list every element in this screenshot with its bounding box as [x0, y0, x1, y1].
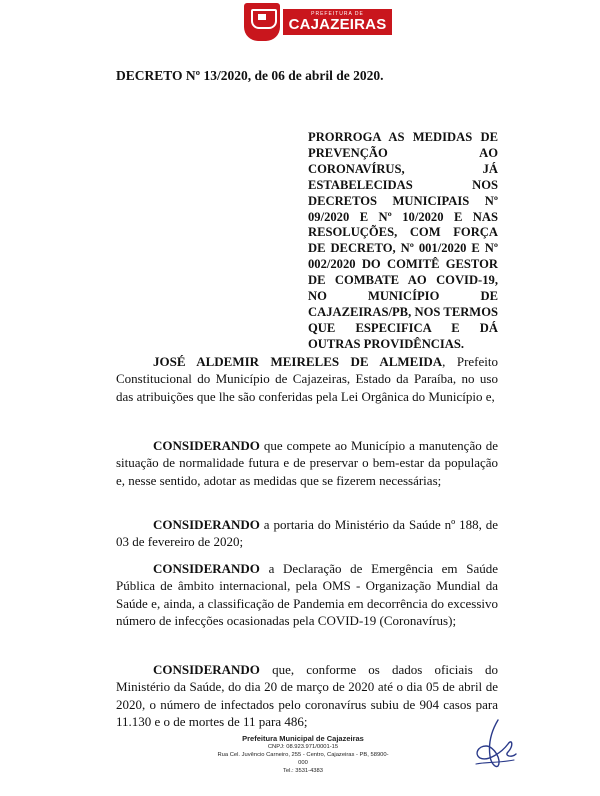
page-footer: [216, 734, 390, 775]
considering-label: CONSIDERANDO: [153, 561, 260, 576]
paragraph-text: a portaria do Ministério da Saúde nº 188, de 03 de fevereiro de 2020;: [116, 517, 498, 550]
decree-summary: PRORROGA AS MEDIDAS DE PREVENÇÃO AO CORONAVÍRUS, JÁ ESTABELECIDAS NOS DECRETOS MUNICIPAIS Nº 09/2020 E Nº 10/2020 E NAS RESOLUÇÕES, COM FORÇA DE DECRETO, Nº 001/2020 E Nº 002/2020 DO COMITÊ GESTOR DE COMBATE AO COVID-19, NO MUNICÍPIO DE CAJAZEIRAS/PB, NOS TERMOS QUE ESPECIFICA E DÁ OUTRAS PROVIDÊNCIAS.: [308, 130, 498, 351]
intro-paragraph: [116, 353, 498, 405]
footer-institution: Prefeitura Municipal de Cajazeiras: [242, 734, 364, 743]
logo-banner: [283, 9, 392, 35]
mayor-name: JOSÉ ALDEMIR MEIRELES DE ALMEIDA: [153, 354, 443, 369]
municipal-crest-icon: [244, 3, 280, 41]
paragraph-text: a Declaração de Emergência em Saúde Pública de âmbito internacional, pela OMS - Organização Mundial da Saúde e, ainda, a classificação de Pandemia em decorrência do excessivo número de infecções ocasionadas pela COVID-19 (Coronavírus);: [116, 561, 498, 628]
paragraph-text: que, conforme os dados oficiais do Ministério da Saúde, do dia 20 de março de 2020 até o dia 05 de abril de 2020, o número de infectados pelo coronavírus subiu de 904 casos para 11.130 e o de mortes de 11 para 486;: [116, 662, 498, 729]
logo-name: CAJAZEIRAS: [288, 16, 387, 33]
considering-label: CONSIDERANDO: [153, 662, 260, 677]
paragraph-text: que compete ao Município a manutenção de situação de normalidade futura e de preservar o bem-estar da população e, nesse sentido, adotar as medidas que se fizerem necessárias;: [116, 438, 498, 488]
considering-label: CONSIDERANDO: [153, 517, 260, 532]
footer-cnpj: CNPJ: 08.923.971/0001-15: [267, 744, 339, 750]
footer-address: Rua Cel. Juvêncio Carneiro, 255 - Centro, Cajazeiras - PB, 58900-000: [217, 752, 389, 766]
considering-paragraph: [116, 516, 498, 551]
footer-phone: Tel.: 3531-4383: [283, 768, 323, 774]
considering-paragraph: [116, 661, 498, 730]
considering-paragraph: [116, 437, 498, 489]
considering-label: CONSIDERANDO: [153, 438, 260, 453]
decree-title: DECRETO Nº 13/2020, de 06 de abril de 2020.: [116, 68, 384, 83]
logo-small-text: PREFEITURA DE: [311, 11, 364, 17]
considering-paragraph: [116, 560, 498, 629]
signature-icon: [468, 716, 520, 772]
cajazeiras-logo: [244, 2, 392, 42]
paragraph-text: , Prefeito Constitucional do Município de Cajazeiras, Estado da Paraíba, no uso das atribuições que lhe são conferidas pela Lei Orgânica do Município e,: [116, 354, 498, 404]
